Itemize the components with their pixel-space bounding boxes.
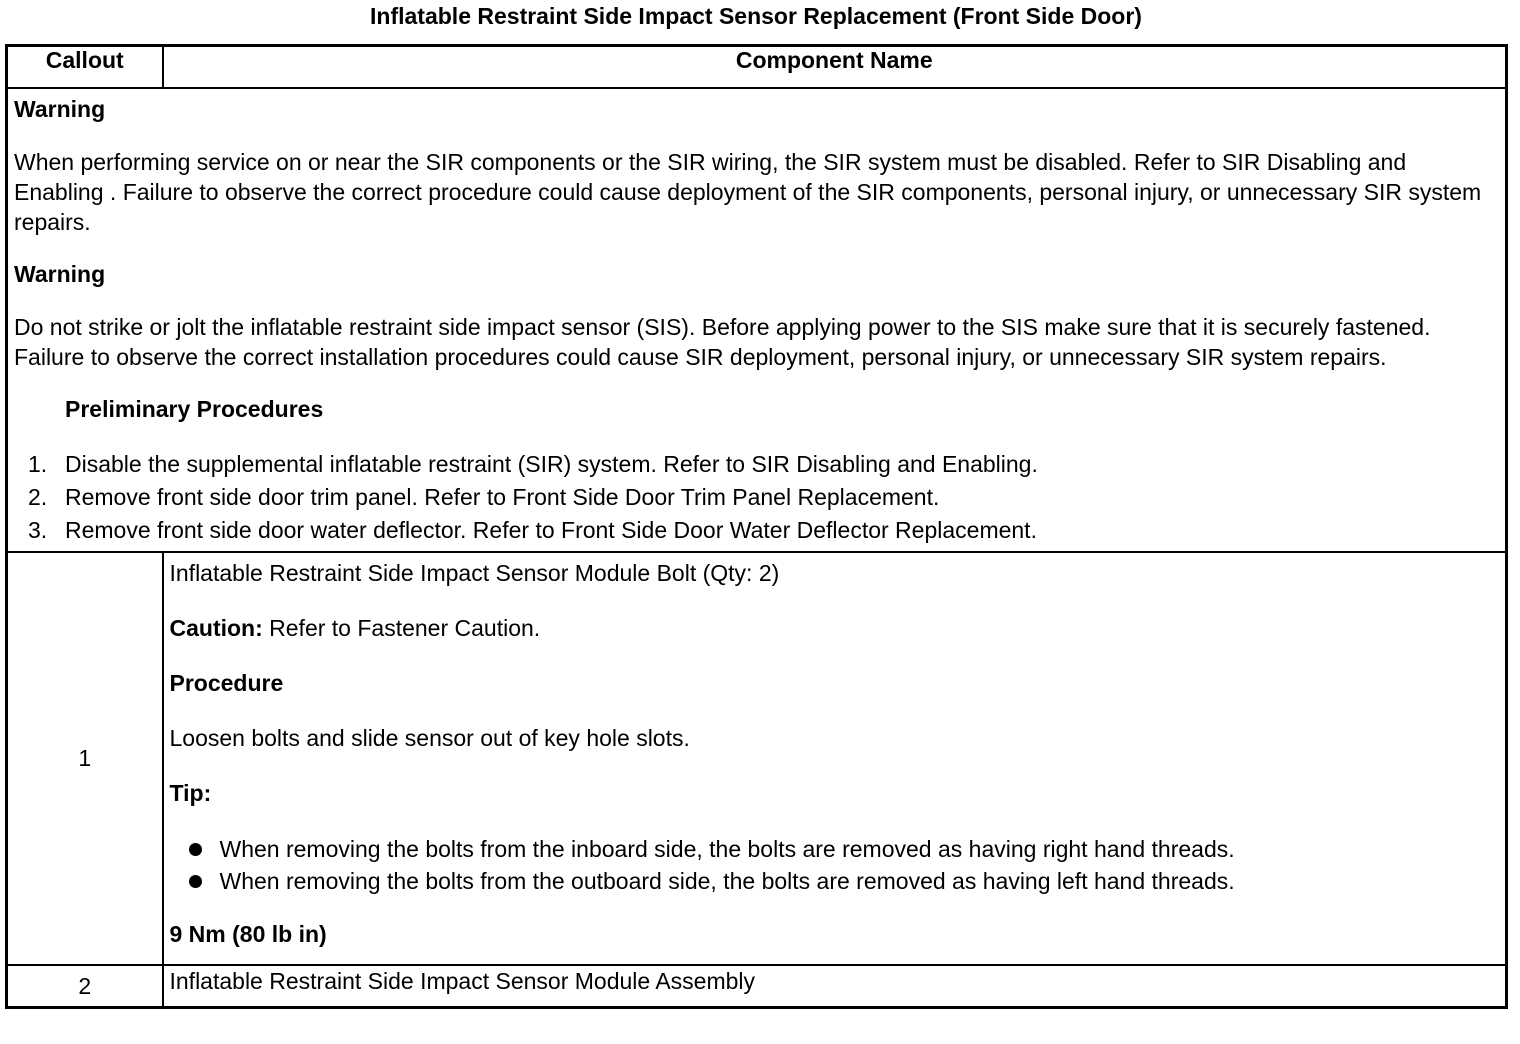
step-text: Disable the supplemental inflatable restraint (SIR) system. Refer to SIR Disabling and Enabling. — [65, 451, 1038, 477]
caution-line — [170, 613, 1494, 643]
component-name: Inflatable Restraint Side Impact Sensor Module Assembly — [163, 965, 1507, 1008]
bullet-icon — [189, 875, 202, 888]
tip-list — [170, 833, 1494, 897]
callout-number: 1 — [7, 552, 163, 965]
procedure-text: Loosen bolts and slide sensor out of key hole slots. — [169, 725, 690, 751]
torque-spec: 9 Nm (80 lb in) — [169, 921, 327, 947]
caution-label: Caution: — [169, 615, 263, 641]
tip-label: Tip: — [169, 780, 212, 806]
warning-text: When performing service on or near the SIR components or the SIR wiring, the SIR system must be disabled. Refer to SIR Disabling and Enabling . Failure to observe the correct procedure could cause deployment of the SIR components, personal injury, or unnecessary SIR system repairs. — [14, 149, 1482, 235]
warning-text: Do not strike or jolt the inflatable restraint side impact sensor (SIS). Before applying power to the SIS make sure that it is securely fastened. Failure to observe the correct installation procedures could cause SIR deployment, personal injury, or unnecessary SIR system repairs. — [14, 314, 1431, 370]
component-cell — [163, 552, 1507, 965]
step-text: Remove front side door water deflector. Refer to Front Side Door Water Deflector Replacement. — [65, 517, 1037, 543]
tip-text: When removing the bolts from the inboard side, the bolts are removed as having right hand threads. — [219, 836, 1235, 862]
table-header-row — [7, 46, 1507, 89]
bullet-icon — [189, 843, 202, 856]
step-number: 3. — [28, 517, 48, 543]
caution-text: Refer to Fastener Caution. — [262, 615, 541, 641]
intro-row — [7, 88, 1507, 552]
step-number: 1. — [28, 451, 48, 477]
step-text: Remove front side door trim panel. Refer to Front Side Door Trim Panel Replacement. — [65, 484, 940, 510]
preliminary-steps-list — [14, 448, 1493, 547]
component-name: Inflatable Restraint Side Impact Sensor Module Bolt (Qty: 2) — [169, 560, 780, 586]
warning-heading: Warning — [14, 96, 106, 122]
list-item — [14, 514, 1493, 547]
list-item — [170, 833, 1494, 865]
table-row — [7, 552, 1507, 965]
component-column-header: Component Name — [163, 46, 1507, 89]
preliminary-procedures-heading: Preliminary Procedures — [65, 396, 324, 422]
table-row — [7, 965, 1507, 1008]
page-title: Inflatable Restraint Side Impact Sensor Replacement (Front Side Door) — [370, 3, 1142, 29]
component-table — [5, 44, 1508, 1009]
tip-text: When removing the bolts from the outboard side, the bolts are removed as having left hand threads. — [219, 868, 1235, 894]
callout-column-header: Callout — [7, 46, 163, 89]
intro-cell — [7, 88, 1507, 552]
step-number: 2. — [28, 484, 48, 510]
list-item — [170, 865, 1494, 897]
list-item — [14, 481, 1493, 514]
list-item — [14, 448, 1493, 481]
callout-number: 2 — [7, 965, 163, 1008]
procedure-heading: Procedure — [169, 670, 284, 696]
warning-heading: Warning — [14, 261, 106, 287]
